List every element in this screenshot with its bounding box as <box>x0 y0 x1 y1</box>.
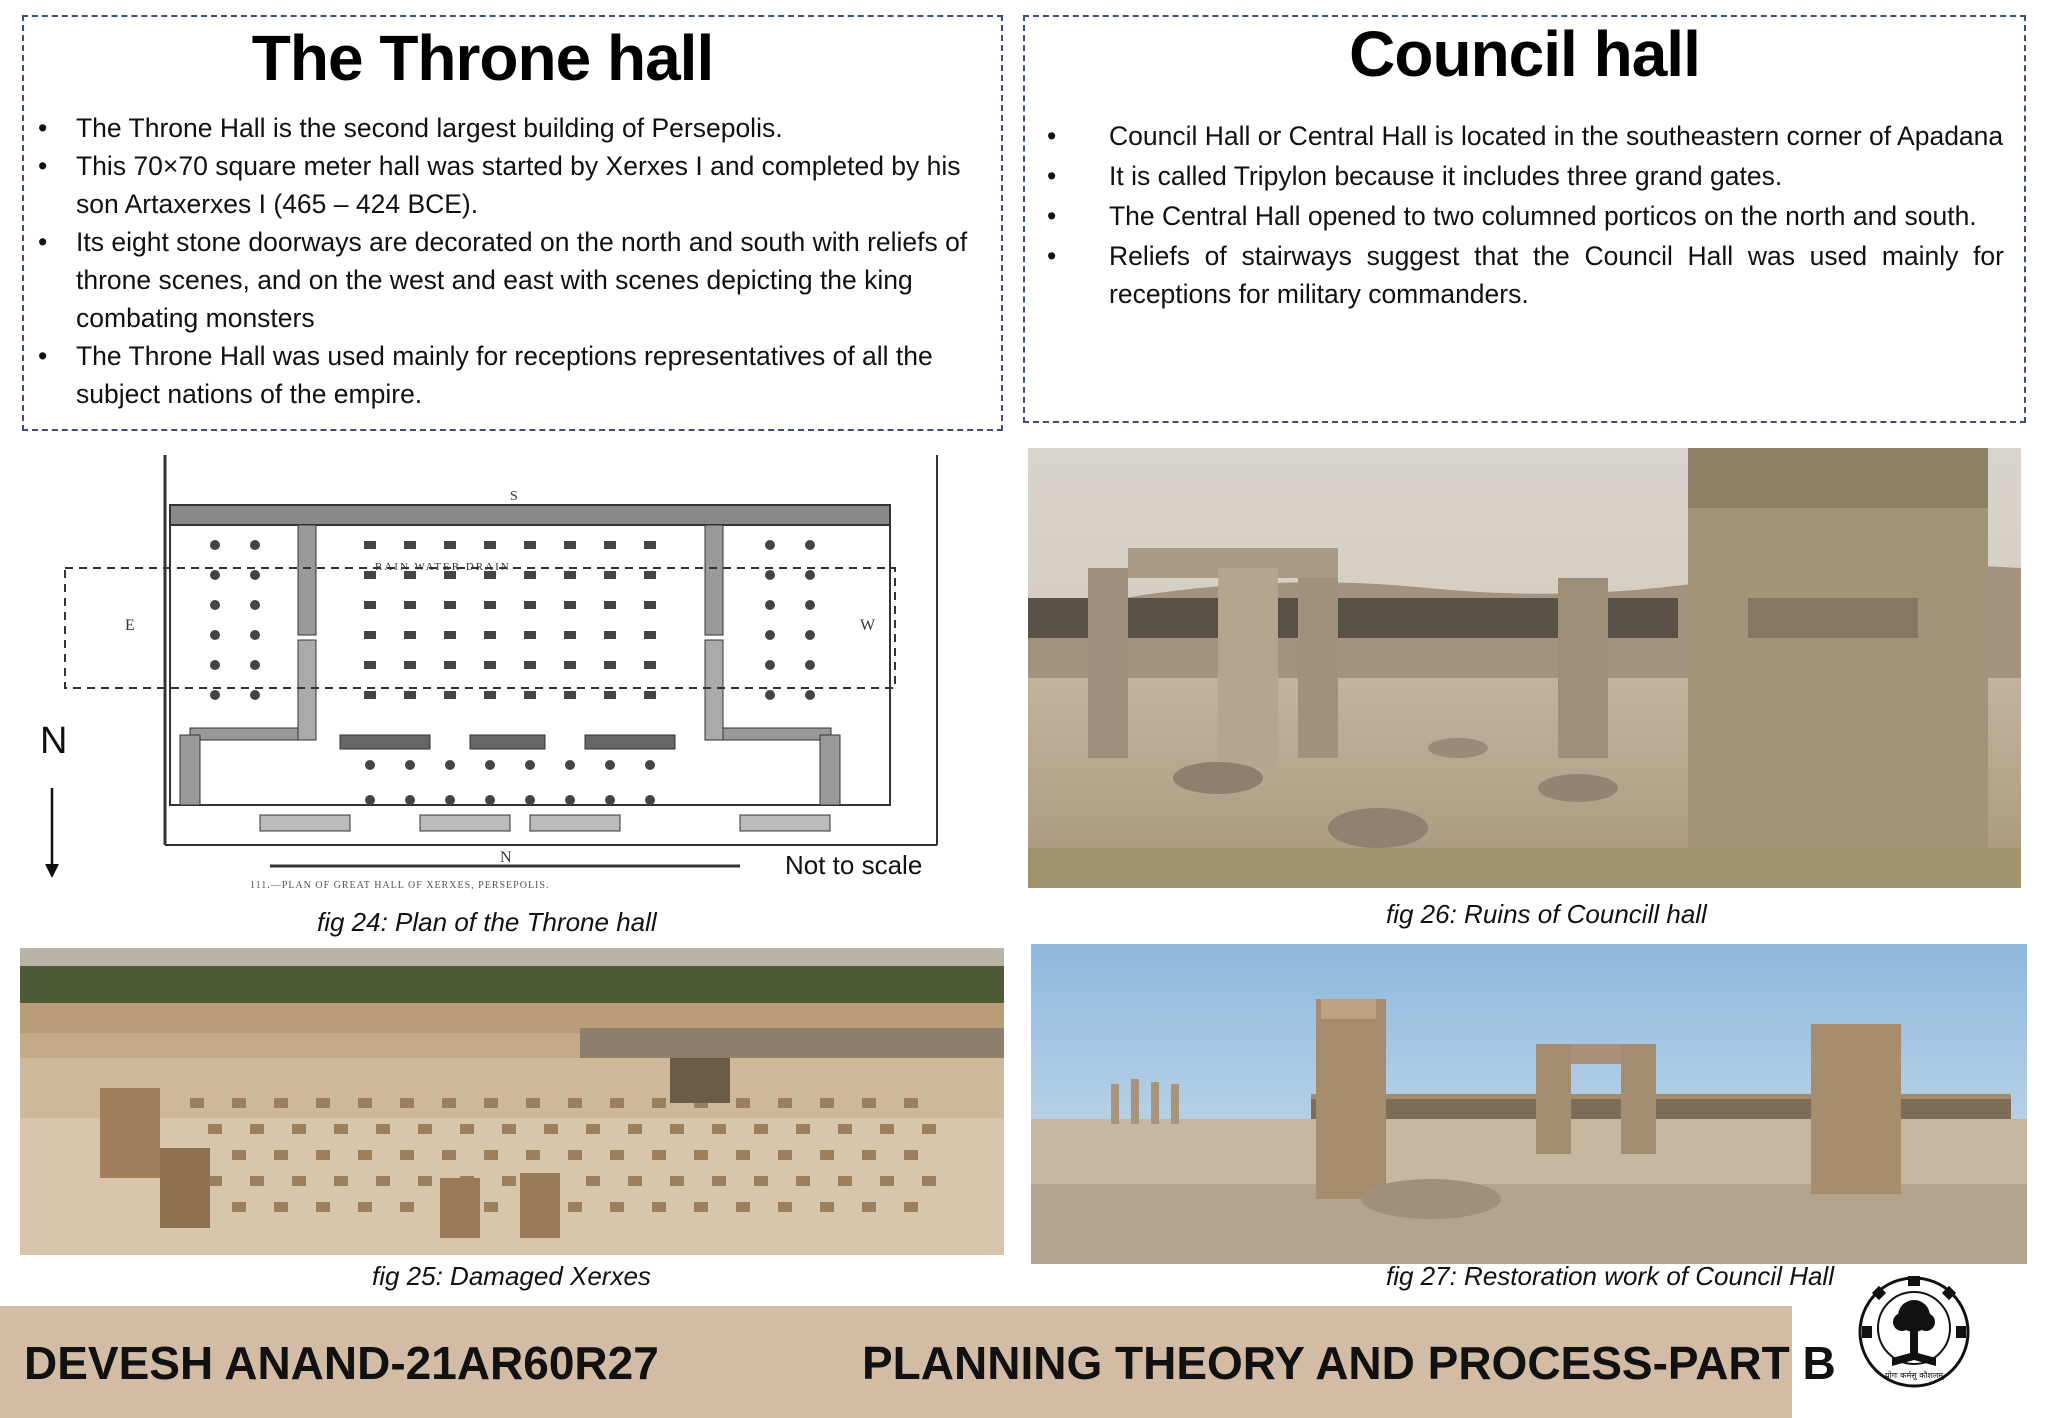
column-stub <box>400 1202 414 1212</box>
column-stub <box>358 1202 372 1212</box>
plan-column <box>250 690 260 700</box>
plan-column <box>805 600 815 610</box>
plan-column <box>404 691 416 699</box>
plan-column <box>644 631 656 639</box>
plan-drain-label: RAIN WATER DRAIN <box>375 561 511 573</box>
plan-column <box>364 661 376 669</box>
plan-column <box>565 760 575 770</box>
plan-column <box>644 541 656 549</box>
plan-column <box>444 661 456 669</box>
column-stub <box>568 1150 582 1160</box>
plan-column <box>484 541 496 549</box>
xerxes-photo-art <box>20 948 1004 1255</box>
plan-label-n: N <box>500 849 512 866</box>
list-item: • Its eight stone doorways are decorated on the north and south with reliefs of throne scenes, and on the west and east with scenes depicting the king combating monsters <box>38 227 968 333</box>
plan-column <box>765 540 775 550</box>
logo-motto: योगः कर्मसु कौशलम् <box>1884 1371 1944 1380</box>
restoration-photo <box>1031 944 2027 1264</box>
list-item: • This 70×70 square meter hall was started by Xerxes I and completed by his son Artaxerxes I (465 – 424 BCE). <box>38 151 961 219</box>
plan-column <box>564 601 576 609</box>
plan-column <box>405 760 415 770</box>
plan-column <box>564 661 576 669</box>
plan-column <box>405 795 415 805</box>
column-stub <box>904 1150 918 1160</box>
plan-column <box>485 760 495 770</box>
list-item: • The Throne Hall is the second largest building of Persepolis. <box>38 113 783 143</box>
column-stub <box>778 1202 792 1212</box>
column-stub <box>544 1124 558 1134</box>
column-stub <box>922 1124 936 1134</box>
plan-column <box>524 571 536 579</box>
column-stub <box>796 1176 810 1186</box>
throne-hall-plan-drawing <box>40 450 1000 900</box>
column-stub <box>292 1124 306 1134</box>
column-stub <box>418 1124 432 1134</box>
plan-column <box>805 540 815 550</box>
plan-column <box>524 631 536 639</box>
column-stub <box>796 1124 810 1134</box>
footer-course: PLANNING THEORY AND PROCESS-PART B <box>862 1337 1836 1389</box>
plan-column <box>564 571 576 579</box>
plan-column <box>484 601 496 609</box>
not-to-scale-note: Not to scale <box>785 850 923 880</box>
column-stub <box>880 1124 894 1134</box>
plan-column <box>484 661 496 669</box>
column-stub <box>880 1176 894 1186</box>
column-stub <box>610 1098 624 1108</box>
council-hall-title: Council hall <box>1349 18 1700 90</box>
plan-column <box>445 795 455 805</box>
plan-column <box>645 760 655 770</box>
column-stub <box>502 1124 516 1134</box>
plan-column <box>210 660 220 670</box>
north-arrow-icon <box>42 788 62 880</box>
plan-column <box>365 795 375 805</box>
column-stub <box>274 1150 288 1160</box>
column-stub <box>274 1202 288 1212</box>
fig26-caption: fig 26: Ruins of Councill hall <box>1386 899 1707 929</box>
column-stub <box>502 1176 516 1186</box>
plan-column <box>564 691 576 699</box>
column-stub <box>208 1124 222 1134</box>
plan-label-e: E <box>125 617 135 634</box>
column-stub <box>190 1098 204 1108</box>
column-stub <box>316 1150 330 1160</box>
column-stub <box>652 1150 666 1160</box>
plan-column <box>604 601 616 609</box>
column-stub <box>232 1202 246 1212</box>
column-stub <box>838 1176 852 1186</box>
column-stub <box>862 1098 876 1108</box>
column-stub <box>568 1098 582 1108</box>
plan-column <box>805 690 815 700</box>
plan-column <box>805 570 815 580</box>
plan-column <box>765 660 775 670</box>
plan-column <box>524 691 536 699</box>
column-stub <box>250 1124 264 1134</box>
column-stub <box>586 1176 600 1186</box>
column-stub <box>610 1150 624 1160</box>
column-stub <box>232 1098 246 1108</box>
fig27-caption: fig 27: Restoration work of Council Hall <box>1386 1261 1834 1291</box>
column-stub <box>376 1124 390 1134</box>
plan-column <box>210 540 220 550</box>
fig24-caption: fig 24: Plan of the Throne hall <box>317 907 657 937</box>
plan-column <box>805 660 815 670</box>
fig25-caption: fig 25: Damaged Xerxes <box>372 1261 651 1291</box>
column-stub <box>316 1202 330 1212</box>
plan-column <box>604 571 616 579</box>
plan-column <box>404 541 416 549</box>
column-stub <box>862 1202 876 1212</box>
plan-column <box>564 541 576 549</box>
plan-foot-label: 111.—PLAN OF GREAT HALL OF XERXES, PERSEPOLIS. <box>250 880 550 891</box>
column-stub <box>358 1098 372 1108</box>
plan-column <box>805 630 815 640</box>
list-item: • Council Hall or Central Hall is located in the southeastern corner of Apadana <box>1047 121 2004 151</box>
plan-column <box>364 541 376 549</box>
plan-column <box>565 795 575 805</box>
plan-column <box>364 691 376 699</box>
plan-column <box>525 760 535 770</box>
plan-column <box>444 691 456 699</box>
plan-column <box>364 601 376 609</box>
plan-column <box>644 571 656 579</box>
ruins-photo-art <box>1028 448 2021 888</box>
column-stub <box>484 1150 498 1160</box>
column-stub <box>904 1202 918 1212</box>
council-hall-ruins-photo <box>1028 448 2021 888</box>
column-stub <box>274 1098 288 1108</box>
restoration-photo-art <box>1031 944 2027 1264</box>
column-stub <box>652 1202 666 1212</box>
column-stub <box>208 1176 222 1186</box>
plan-column <box>524 661 536 669</box>
plan-label-s: S <box>510 489 518 504</box>
plan-column <box>765 690 775 700</box>
plan-column <box>444 601 456 609</box>
column-stub <box>820 1202 834 1212</box>
column-stub <box>568 1202 582 1212</box>
column-stub <box>250 1176 264 1186</box>
plan-column <box>644 691 656 699</box>
plan-column <box>524 541 536 549</box>
column-stub <box>484 1098 498 1108</box>
list-item: • The Throne Hall was used mainly for receptions representatives of all the subject nations of the empire. <box>38 341 933 409</box>
plan-column <box>250 570 260 580</box>
column-stub <box>526 1150 540 1160</box>
column-stub <box>232 1150 246 1160</box>
column-stub <box>712 1176 726 1186</box>
column-stub <box>694 1202 708 1212</box>
plan-column <box>644 661 656 669</box>
column-stub <box>778 1150 792 1160</box>
plan-column <box>605 760 615 770</box>
plan-column <box>444 541 456 549</box>
column-stub <box>862 1150 876 1160</box>
list-item: • It is called Tripylon because it includes three grand gates. <box>1047 161 1783 191</box>
column-stub <box>376 1176 390 1186</box>
plan-column <box>250 540 260 550</box>
column-stub <box>442 1150 456 1160</box>
column-stub <box>442 1098 456 1108</box>
column-stub <box>460 1124 474 1134</box>
plan-column <box>605 795 615 805</box>
plan-column <box>525 795 535 805</box>
plan-column <box>404 631 416 639</box>
council-hall-box <box>1023 15 2026 423</box>
plan-column <box>765 630 775 640</box>
list-item: • Reliefs of stairways suggest that the Council Hall was used mainly for receptions for military commanders. <box>1047 241 2004 309</box>
plan-column <box>765 600 775 610</box>
plan-column <box>644 601 656 609</box>
throne-hall-box <box>22 15 1003 431</box>
plan-column <box>485 795 495 805</box>
column-stub <box>754 1176 768 1186</box>
column-stub <box>820 1098 834 1108</box>
plan-column <box>364 631 376 639</box>
plan-column <box>210 630 220 640</box>
column-stub <box>292 1176 306 1186</box>
plan-column <box>604 541 616 549</box>
plan-column <box>250 660 260 670</box>
plan-column <box>604 661 616 669</box>
plan-column <box>645 795 655 805</box>
column-stub <box>694 1150 708 1160</box>
column-stub <box>754 1124 768 1134</box>
column-stub <box>838 1124 852 1134</box>
north-letter: N <box>40 720 68 762</box>
plan-column <box>250 630 260 640</box>
column-stub <box>628 1176 642 1186</box>
column-stub <box>736 1202 750 1212</box>
column-stub <box>820 1150 834 1160</box>
plan-column <box>404 661 416 669</box>
plan-column <box>765 570 775 580</box>
plan-column <box>210 570 220 580</box>
column-stub <box>400 1098 414 1108</box>
plan-column <box>210 600 220 610</box>
column-stub <box>334 1176 348 1186</box>
plan-column <box>604 691 616 699</box>
throne-hall-bullets <box>24 109 995 413</box>
column-stub <box>628 1124 642 1134</box>
plan-column <box>484 631 496 639</box>
column-stub <box>670 1176 684 1186</box>
column-stub <box>418 1176 432 1186</box>
institute-logo-icon <box>1852 1266 1976 1410</box>
column-stub <box>922 1176 936 1186</box>
column-stub <box>484 1202 498 1212</box>
column-stub <box>778 1098 792 1108</box>
plan-column <box>564 631 576 639</box>
column-stub <box>358 1150 372 1160</box>
list-item: • The Central Hall opened to two columned porticos on the north and south. <box>1047 201 1977 231</box>
plan-column <box>445 760 455 770</box>
column-stub <box>610 1202 624 1212</box>
column-stub <box>334 1124 348 1134</box>
plan-column <box>524 601 536 609</box>
damaged-xerxes-photo <box>20 948 1004 1255</box>
plan-column <box>210 690 220 700</box>
column-stub <box>526 1098 540 1108</box>
column-stub <box>736 1098 750 1108</box>
column-stub <box>400 1150 414 1160</box>
column-stub <box>586 1124 600 1134</box>
throne-hall-title: The Throne hall <box>251 22 714 94</box>
throne-hall-plan-figure <box>40 450 1000 900</box>
column-stub <box>316 1098 330 1108</box>
plan-column <box>365 760 375 770</box>
column-stub <box>652 1098 666 1108</box>
column-stub <box>736 1150 750 1160</box>
plan-label-w: W <box>860 617 876 634</box>
plan-column <box>250 600 260 610</box>
plan-column <box>444 631 456 639</box>
column-stub <box>670 1124 684 1134</box>
plan-column <box>404 601 416 609</box>
plan-column <box>604 631 616 639</box>
plan-column <box>484 691 496 699</box>
footer-author: DEVESH ANAND-21AR60R27 <box>24 1337 659 1389</box>
column-stub <box>904 1098 918 1108</box>
column-stub <box>712 1124 726 1134</box>
council-hall-bullets <box>1025 117 2004 313</box>
